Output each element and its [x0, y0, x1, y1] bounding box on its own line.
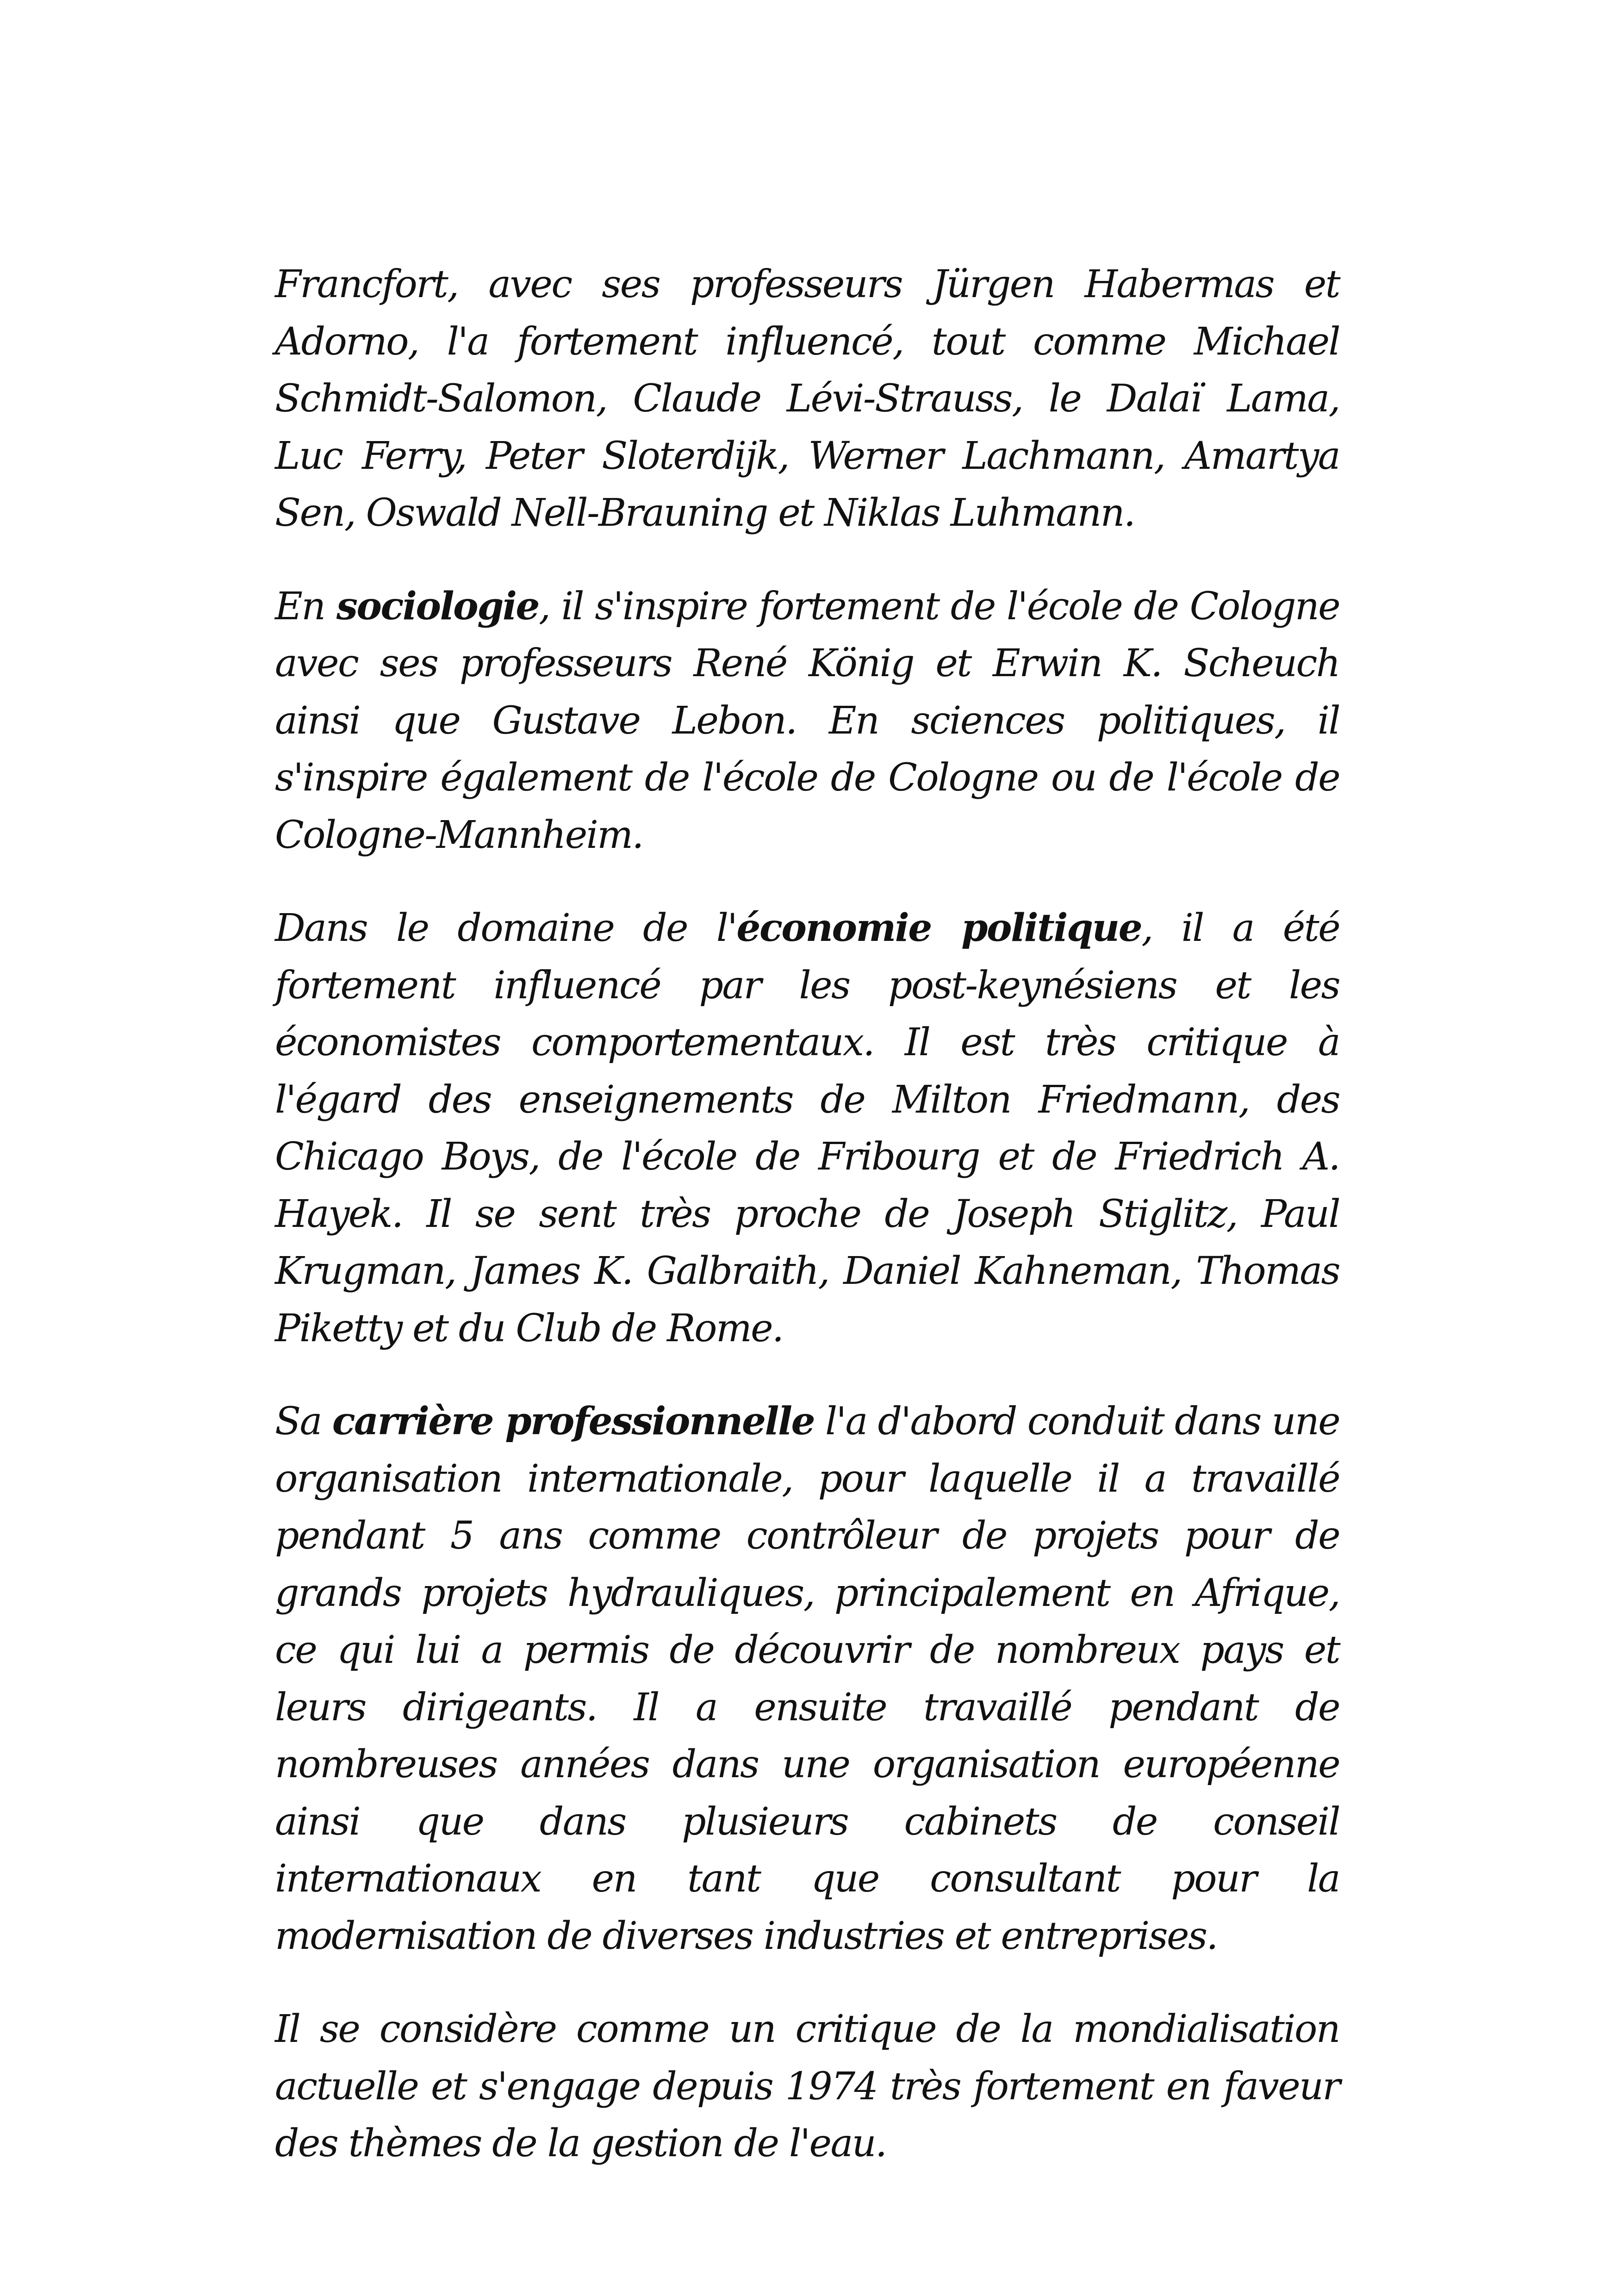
paragraph-text: , il a été fortement influencé par les post-keynésiens et les économistes comportementaux. Il est très critique à l'égard des enseignements de Milton Friedmann, des Chicago Boys, de l'école de Fribourg et de Friedrich A. Hayek. Il se sent très proche de Joseph Stiglitz, Paul Krugman, James K. Galbraith, Daniel Kahneman, Thomas Piketty et du Club de Rome. — [275, 906, 1350, 1350]
bold-term-sociologie: sociologie — [336, 584, 539, 628]
paragraph-sociologie — [275, 578, 1350, 864]
paragraph-text: , il s'inspire fortement de l'école de Cologne avec ses professeurs René König et Erwin K. Scheuch ainsi que Gustave Lebon. En sciences politiques, il s'inspire également de l'école de Cologne ou de l'école de Cologne-Mannheim. — [275, 584, 1350, 857]
body-text — [275, 256, 1350, 2172]
paragraph-influences-philosophy — [275, 256, 1350, 542]
bold-term-economie-politique: économie politique — [736, 906, 1142, 950]
paragraph-text: Francfort, avec ses professeurs Jürgen Habermas et Adorno, l'a fortement influencé, tout comme Michael Schmidt-Salomon, Claude Lévi-Strauss, le Dalaï Lama, Luc Ferry, Peter Sloterdijk, Werner Lachmann, Amartya Sen, Oswald Nell-Brauning et Niklas Luhmann. — [275, 262, 1350, 535]
paragraph-carriere-professionnelle — [275, 1393, 1350, 1965]
paragraph-mondialisation — [275, 2001, 1350, 2172]
paragraph-text: Dans le domaine de l' — [275, 906, 737, 950]
paragraph-economie-politique — [275, 900, 1350, 1357]
paragraph-text: Sa — [275, 1400, 332, 1444]
paragraph-text: En — [275, 584, 336, 628]
bold-term-carriere-professionnelle: carrière professionnelle — [332, 1399, 815, 1444]
paragraph-text: Il se considère comme un critique de la mondialisation actuelle et s'engage depuis 1974 très fortement en faveur des thèmes de la gestion de l'eau. — [275, 2007, 1350, 2165]
paragraph-text: l'a d'abord conduit dans une organisation internationale, pour laquelle il a travaillé pendant 5 ans comme contrôleur de projets pour de grands projets hydrauliques, principalement en Afrique, ce qui lui a permis de découvrir de nombreux pays et leurs dirigeants. Il a ensuite travaillé pendant de nombreuses années dans une organisation européenne ainsi que dans plusieurs cabinets de conseil internationaux en tant que consultant pour la modernisation de diverses industries et entreprises. — [275, 1400, 1350, 1958]
